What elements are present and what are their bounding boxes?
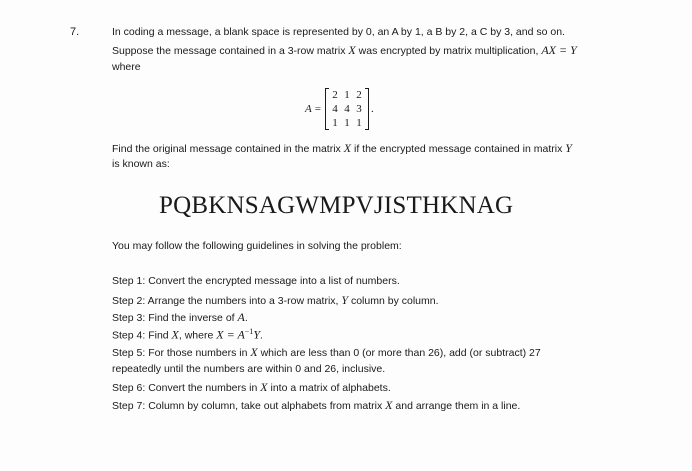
intro-line-2: Suppose the message contained in a 3-row matrix X was encrypted by matrix multiplication, AX = Y bbox=[112, 43, 577, 57]
step-1: Step 1: Convert the encrypted message into a list of numbers. bbox=[112, 275, 400, 287]
question-number: 7. bbox=[70, 26, 80, 38]
step-4: Step 4: Find X, where $X = A^{-1}Y$. bbox=[112, 327, 263, 342]
matrix-cell: 3 bbox=[356, 103, 362, 115]
find-line-2: is known as: bbox=[112, 158, 170, 170]
step-6: Step 6: Convert the numbers in X into a matrix of alphabets. bbox=[112, 380, 391, 394]
find-line-1: Find the original message contained in the matrix X if the encrypted message contained in matrix Y bbox=[112, 141, 572, 155]
matrix-row bbox=[329, 102, 365, 116]
matrix-label: A bbox=[305, 103, 312, 115]
step-2: Step 2: Arrange the numbers into a 3-row matrix, Y column by column. bbox=[112, 293, 439, 307]
intro-line-1: In coding a message, a blank space is represented by 0, an A by 1, a B by 2, a C by 3, and so on. bbox=[112, 26, 565, 38]
matrix-row bbox=[329, 88, 365, 102]
matrix-cell: 1 bbox=[356, 117, 362, 129]
matrix-cell: 2 bbox=[332, 89, 338, 101]
matrix-period: . bbox=[370, 103, 374, 115]
matrix-cell: 4 bbox=[332, 103, 338, 115]
step-5-line-2: repeatedly until the numbers are within 0 and 26, inclusive. bbox=[112, 363, 386, 375]
matrix-row bbox=[329, 116, 365, 130]
matrix-cell: 2 bbox=[356, 89, 362, 101]
step-3: Step 3: Find the inverse of A. bbox=[112, 310, 248, 324]
matrix-cell: 1 bbox=[344, 89, 350, 101]
step-7: Step 7: Column by column, take out alphabets from matrix X and arrange them in a line. bbox=[112, 398, 521, 412]
matrix-cell: 1 bbox=[344, 117, 350, 129]
matrix-a-equation bbox=[305, 86, 374, 132]
matrix-cell: 1 bbox=[332, 117, 338, 129]
step-5-line-1: Step 5: For those numbers in X which are less than 0 (or more than 26), add (or subtract) 27 bbox=[112, 345, 541, 359]
intro-line-3: where bbox=[112, 61, 141, 73]
matrix-a bbox=[325, 88, 369, 130]
matrix-equals: = bbox=[314, 103, 321, 115]
guidelines-intro: You may follow the following guidelines in solving the problem: bbox=[112, 240, 402, 252]
matrix-cell: 4 bbox=[344, 103, 350, 115]
encrypted-message: PQBKNSAGWMPVJISTHKNAG bbox=[159, 192, 514, 219]
